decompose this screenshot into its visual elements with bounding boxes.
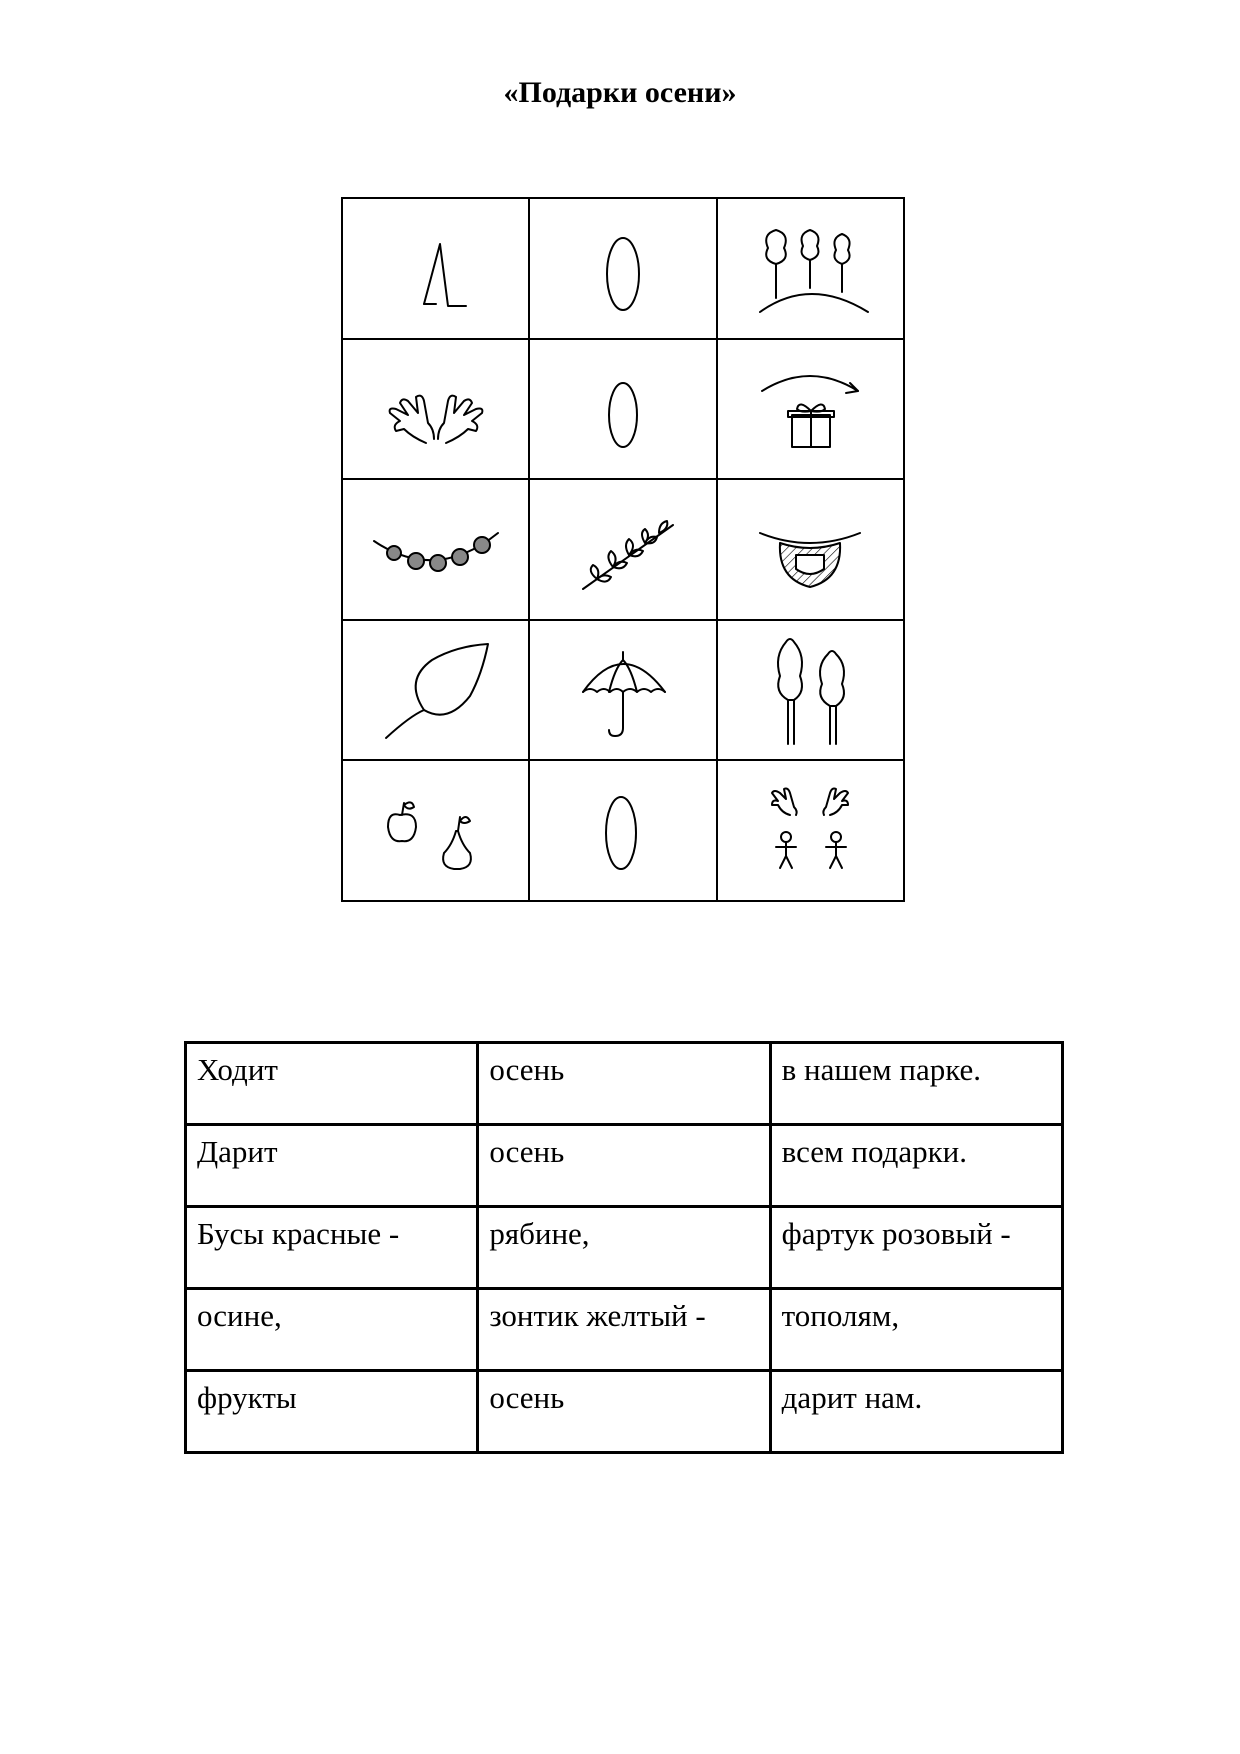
apple-pear-icon (366, 775, 506, 887)
table-cell: тополям, (770, 1289, 1062, 1371)
table-cell: в нашем парке. (770, 1043, 1062, 1125)
umbrella-icon (553, 634, 693, 746)
pictogram-cell (342, 760, 529, 901)
hands-and-people-icon (740, 775, 880, 887)
table-cell: осень (478, 1371, 770, 1453)
pictogram-cell (717, 339, 904, 480)
table-cell: фартук розовый - (770, 1207, 1062, 1289)
pictogram-cell (529, 620, 716, 761)
pictogram-cell (342, 479, 529, 620)
pictogram-row (342, 198, 904, 339)
text-table (184, 1041, 1064, 1454)
pictogram-cell (342, 339, 529, 480)
apron-icon (740, 493, 880, 605)
letter-o-icon (553, 775, 693, 887)
table-cell: зонтик желтый - (478, 1289, 770, 1371)
table-cell: Дарит (186, 1125, 478, 1207)
page-title: «Подарки осени» (503, 76, 737, 109)
pictogram-cell (529, 198, 716, 339)
table-cell: осень (478, 1125, 770, 1207)
letter-o-icon (553, 212, 693, 324)
pictogram-row (342, 479, 904, 620)
pictogram-cell (529, 479, 716, 620)
rowan-branch-icon (553, 493, 693, 605)
pictogram-row (342, 620, 904, 761)
table-cell: осень (478, 1043, 770, 1125)
table-cell: Бусы красные - (186, 1207, 478, 1289)
trees-on-hill-icon (740, 212, 880, 324)
hands-icon (366, 353, 506, 465)
table-row (186, 1043, 1063, 1125)
pictogram-cell (717, 620, 904, 761)
table-cell: Ходит (186, 1043, 478, 1125)
table-row (186, 1289, 1063, 1371)
table-cell: дарит нам. (770, 1371, 1062, 1453)
poplars-icon (740, 634, 880, 746)
letter-o-icon (553, 353, 693, 465)
leaf-icon (366, 634, 506, 746)
gift-with-arrow-icon (740, 353, 880, 465)
pictogram-cell (717, 198, 904, 339)
pictogram-cell (342, 620, 529, 761)
table-row (186, 1125, 1063, 1207)
pictogram-cell (342, 198, 529, 339)
table-row (186, 1371, 1063, 1453)
table-cell: всем подарки. (770, 1125, 1062, 1207)
table-row (186, 1207, 1063, 1289)
letter-l-icon (366, 212, 506, 324)
pictogram-cell (717, 760, 904, 901)
pictogram-cell (529, 339, 716, 480)
pictogram-cell (717, 479, 904, 620)
table-cell: рябине, (478, 1207, 770, 1289)
beads-icon (366, 493, 506, 605)
pictogram-row (342, 339, 904, 480)
table-cell: осине, (186, 1289, 478, 1371)
pictogram-grid (341, 197, 905, 902)
pictogram-row (342, 760, 904, 901)
pictogram-cell (529, 760, 716, 901)
table-cell: фрукты (186, 1371, 478, 1453)
